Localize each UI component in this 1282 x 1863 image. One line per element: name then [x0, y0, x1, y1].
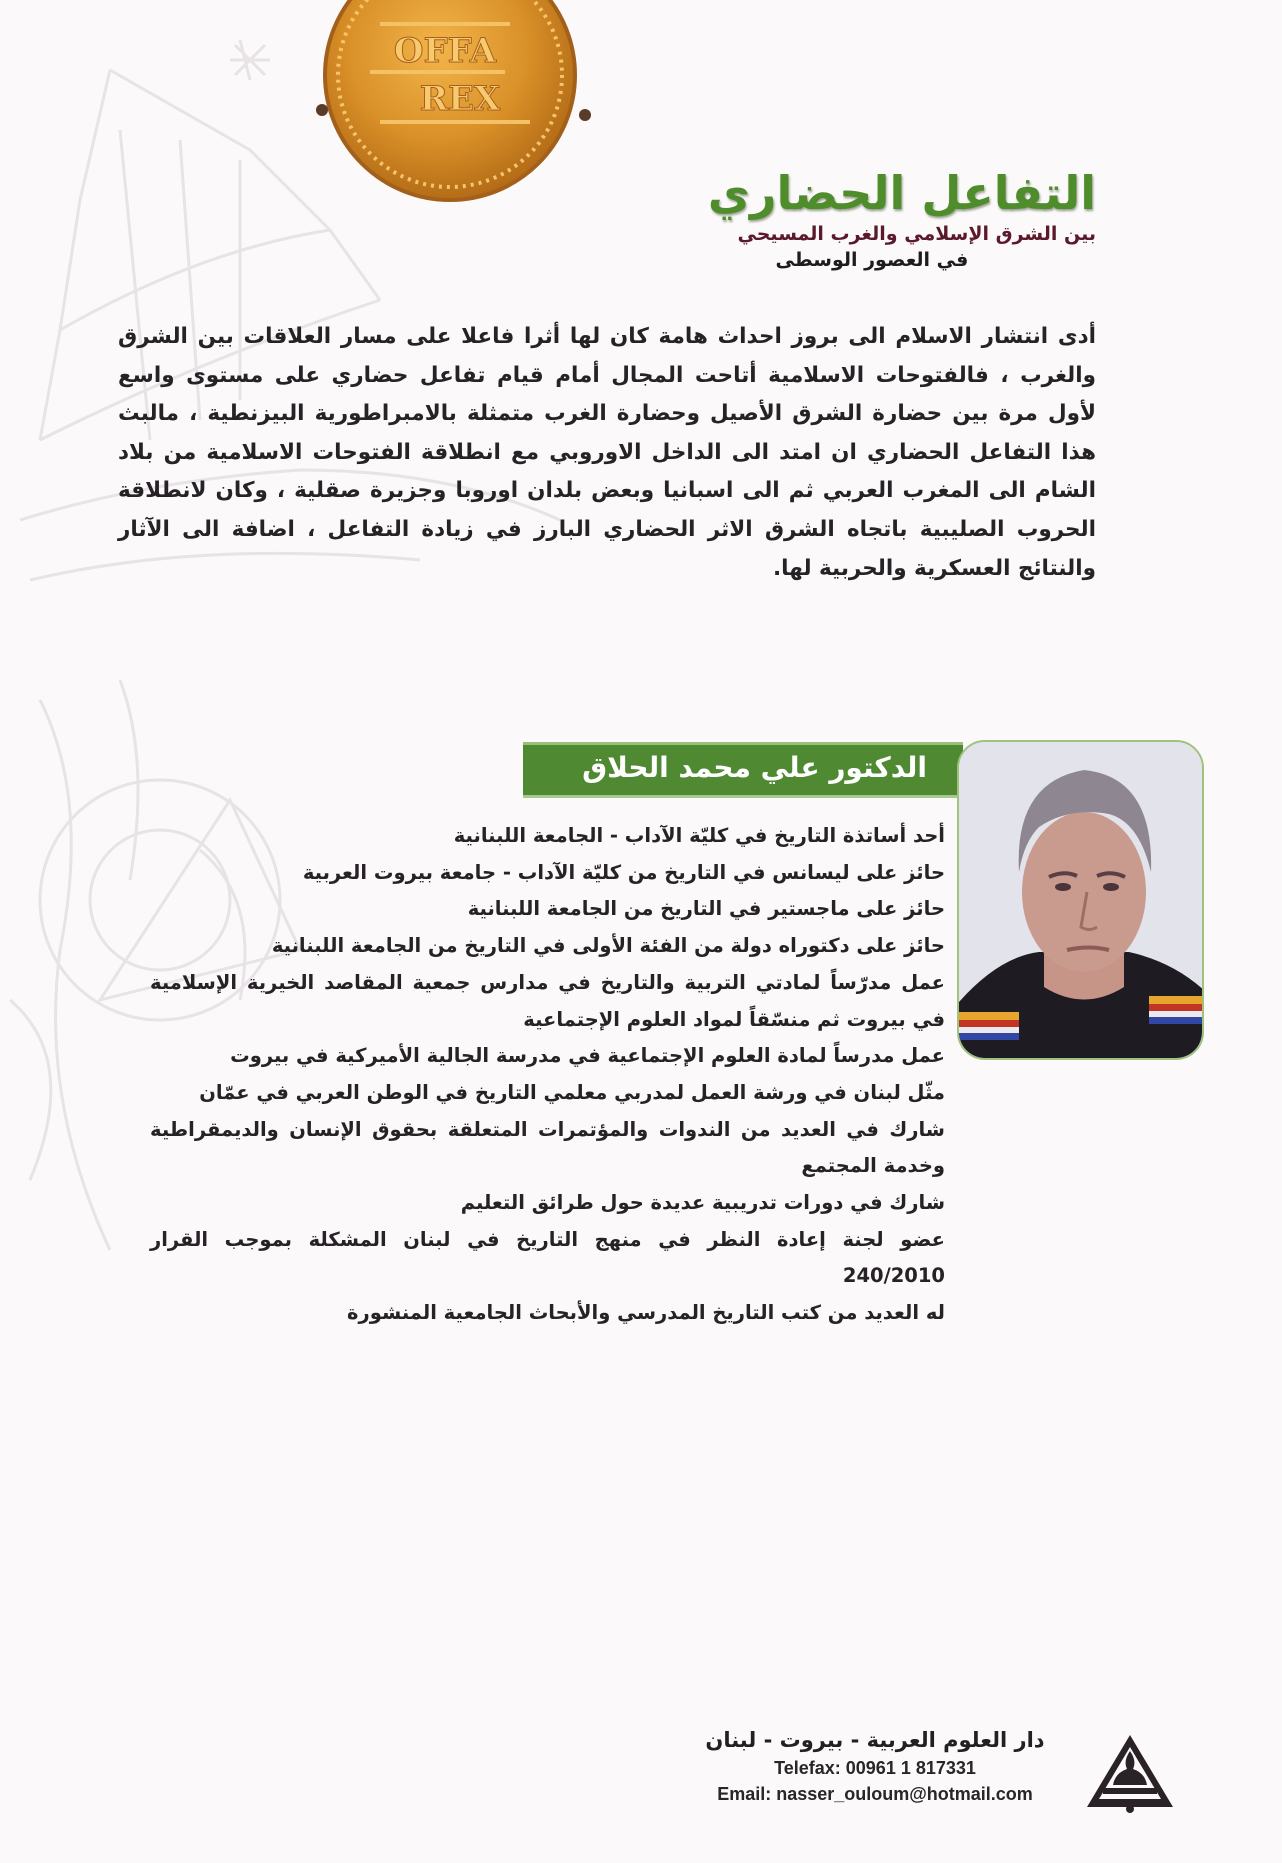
- publisher-name: دار العلوم العربية - بيروت - لبنان: [705, 1728, 1045, 1752]
- book-subtitle-period: في العصور الوسطى: [775, 249, 969, 271]
- author-name: الدكتور علي محمد الحلاق: [582, 751, 927, 784]
- publisher-logo-icon: [1085, 1733, 1175, 1815]
- title-block: [708, 165, 1096, 273]
- bio-item: شارك في دورات تدريبية عديدة حول طرائق التعليم: [460, 1191, 945, 1215]
- bio-item: عمل مدرّساً لمادتي التربية والتاريخ في مدارس جمعية المقاصد الخيرية الإسلامية في بيروت ثم منسّقاً لمواد العلوم الإجتماعية: [150, 970, 945, 1031]
- book-title: التفاعل الحضاري: [707, 166, 1096, 220]
- author-bio-list: [150, 818, 945, 1332]
- bio-item: أحد أساتذة التاريخ في كليّة الآداب - الجامعة اللبنانية: [453, 824, 945, 847]
- gold-coin-image: [300, 0, 600, 220]
- bio-item: عمل مدرساً لمادة العلوم الإجتماعية في مدرسة الجالية الأميركية في بيروت: [230, 1044, 945, 1068]
- bio-item: حائز على ليسانس في التاريخ من كليّة الآداب - جامعة بيروت العربية: [302, 860, 945, 884]
- author-name-bar: [523, 742, 963, 798]
- author-photo: [957, 740, 1204, 1060]
- publisher-email: Email: nasser_ouloum@hotmail.com: [717, 1784, 1033, 1804]
- bio-item: له العديد من كتب التاريخ المدرسي والأبحاث الجامعية المنشورة: [347, 1301, 945, 1325]
- bio-item: حائز على دكتوراه دولة من الفئة الأولى في التاريخ من الجامعة اللبنانية: [271, 934, 945, 958]
- coin-text-rex: REX: [419, 79, 501, 119]
- book-subtitle: بين الشرق الإسلامي والغرب المسيحي: [737, 223, 1096, 245]
- bio-item: حائز على ماجستير في التاريخ من الجامعة اللبنانية: [467, 897, 945, 921]
- bio-item: مثّل لبنان في ورشة العمل لمدربي معلمي التاريخ في الوطن العربي في عمّان: [199, 1080, 945, 1104]
- publisher-info: [675, 1725, 1075, 1807]
- author-portrait-icon: [959, 742, 1204, 1060]
- book-description: أدى انتشار الاسلام الى بروز احداث هامة كان لها أثرا فاعلا على مسار العلاقات بين الشرق والغرب ، فالفتوحات الاسلامية أتاحت المجال أمام قيام تفاعل حضاري على مستوى واسع لأول مرة بين حضارة الشرق الأصيل وحضارة الغرب متمثلة بالامبراطورية البيزنطية ، مالبث هذا التفاعل الحضاري ان امتد الى الداخل الاوروبي مع انطلاقة الفتوحات الاسلامية من بلاد الشام الى المغرب العربي ثم الى اسبانيا وبعض بلدان اوروبا وجزيرة صقلية ، وكان لانطلاقة الحروب الصليبية باتجاه الشرق الاثر الحضاري البارز في زيادة التفاعل ، اضافة الى الآثار والنتائج العسكرية والحربية لها.: [118, 324, 1096, 581]
- publisher-telefax: Telefax: 00961 1 817331: [774, 1758, 976, 1778]
- bio-item: عضو لجنة إعادة النظر في منهج التاريخ في لبنان المشكلة بموجب القرار 240/2010: [150, 1227, 945, 1288]
- coin-text-offa: OFFA: [393, 31, 497, 71]
- bio-item: شارك في العديد من الندوات والمؤتمرات المتعلقة بحقوق الإنسان والديمقراطية وخدمة المجتمع: [150, 1117, 945, 1178]
